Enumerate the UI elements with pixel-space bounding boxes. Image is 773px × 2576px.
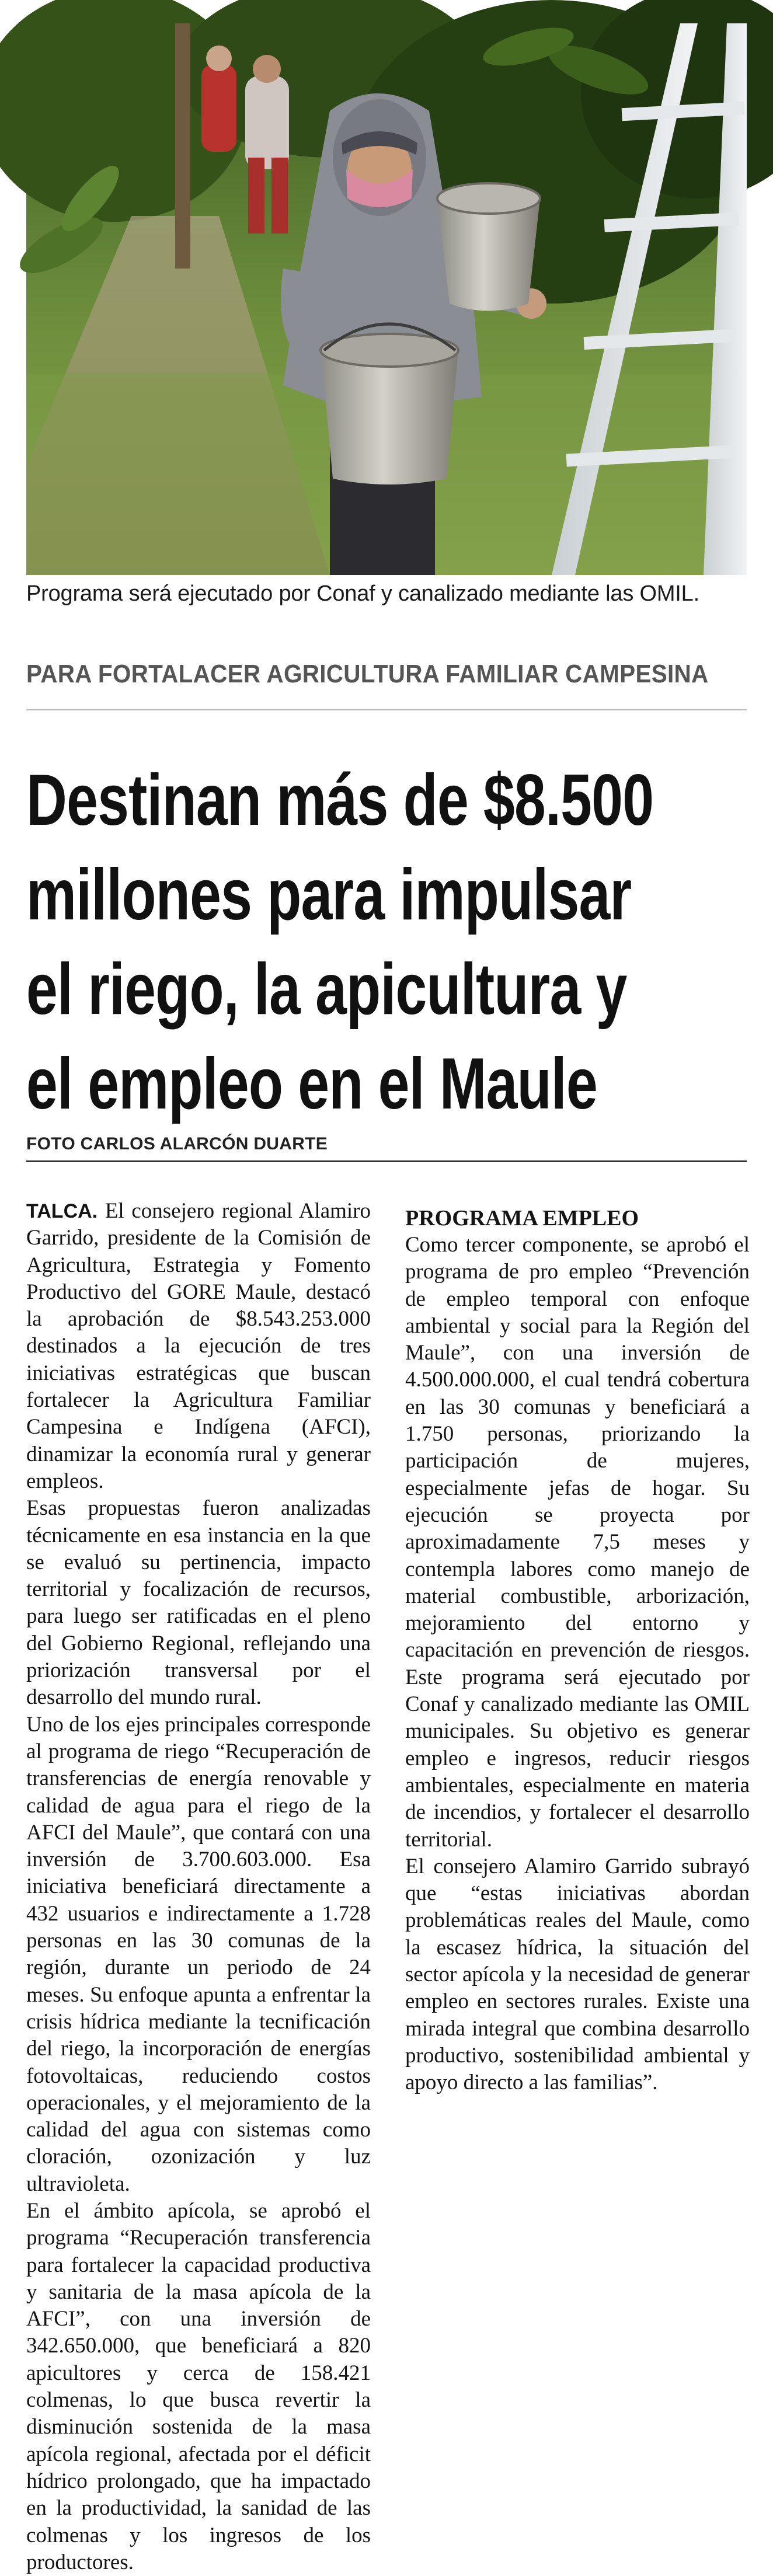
orchard-worker-photo	[26, 23, 747, 575]
paragraph-text: El consejero regional Alamiro Garrido, presidente de la Comisión de Agricultura, Estrategia y Fomento Productivo del GORE Maule, destacó la aprobación de $8.543.253.000 destinados a la ejecución de tres iniciativas estratégicas que buscan fortalecer la Agricultura Familiar Campesina e Indígena (AFCI), dinamizar la economía rural y generar empleos.	[26, 1199, 371, 1493]
headline-line: el empleo en el Maule	[26, 1044, 598, 1124]
article-photo	[26, 23, 747, 575]
headline-line: Destinan más de $8.500	[26, 760, 654, 841]
bucket-upper	[437, 183, 540, 311]
photo-caption: Programa será ejecutado por Conaf y canalizado mediante las OMIL.	[26, 581, 699, 606]
article-kicker: PARA FORTALACER AGRICULTURA FAMILIAR CAMPESINA	[26, 660, 709, 688]
article-headline	[26, 753, 747, 1131]
headline-line: millones para impulsar	[26, 855, 632, 935]
photo-credit: FOTO CARLOS ALARCÓN DUARTE	[26, 1134, 328, 1153]
article-column-right	[405, 1185, 750, 2097]
article-paragraph: Esas propuestas fueron analizadas técnicamente en esa instancia en la que se evaluó su pertinencia, impacto territorial y focalización de recursos, para luego ser ratificadas en el pleno del Gobierno Regional, reflejando una priorización transversal por el desarrollo del mundo rural.	[26, 1496, 371, 1710]
bucket-lower	[321, 324, 458, 484]
article-dateline: TALCA.	[26, 1200, 98, 1222]
article-subhead: PROGRAMA EMPLEO	[405, 1206, 639, 1231]
article-paragraph	[26, 2198, 371, 2576]
kicker-divider	[26, 709, 747, 710]
article-paragraph: El consejero Alamiro Garrido subrayó que “estas iniciativas abordan problemáticas reales del Maule, como la escasez hídrica, la situación del sector apícola y la necesidad de generar empleo en sectores rurales. Existe una mirada integral que combina desarrollo productivo, sostenibilidad ambiental y apoyo directo a las familias”.	[405, 1854, 750, 2095]
body-divider	[26, 1160, 747, 1162]
article-paragraph: Como tercer componente, se aprobó el programa de pro empleo “Prevención de empleo temporal con enfoque ambiental y social para la Región del Maule”, con una inversión de 4.500.000.000, el cual tendrá cobertura en las 30 comunas y beneficiará a 1.750 personas, priorizando la participación de mujeres, especialmente jefas de hogar. Su ejecución se proyecta por aproximadamente 7,5 meses y contempla labores como manejo de material combustible, arborización, mejoramiento del entorno y capacitación en prevención de riesgos. Este programa será ejecutado por Conaf y canalizado mediante las OMIL municipales. Su objetivo es generar empleo e ingresos, reducir riesgos ambientales, especialmente en materia de incendios, y fortalecer el desarrollo territorial.	[405, 1233, 750, 1852]
article-column-left	[26, 1198, 371, 2576]
paragraph-text: En el ámbito apícola, se aprobó el programa “Recuperación transferencia para fortalecer la capacidad productiva y sanitaria de la masa apícola de la AFCI”, con una inversión de 342.650.000, que beneficiará a 820 apicultores y cerca de 158.421 colmenas, lo que busca revertir la disminución sostenida de la masa apícola regional, afectada por el déficit hídrico prolongado, que ha impactado en la productividad, la sanidad de las colmenas y los ingresos de los productores.	[26, 2198, 371, 2574]
headline-line: el riego, la apicultura y	[26, 949, 627, 1030]
article-paragraph: Uno de los ejes principales corresponde al programa de riego “Recuperación de transferencias de energía renovable y calidad de agua para el riego de la AFCI del Maule”, que contará con una inversión de 3.700.603.000. Esa iniciativa beneficiará directamente a 432 usuarios e indirectamente a 1.728 personas en las 30 comunas de la región, durante un periodo de 24 meses. Su enfoque apunta a enfrentar la crisis hídrica mediante la tecnificación del riego, la incorporación de energías fotovoltaicas, reduciendo costos operacionales, y el mejoramiento de la calidad del agua con sistemas como cloración, ozonización y luz ultravioleta.	[26, 1712, 371, 2196]
article-paragraph	[26, 1198, 371, 1495]
